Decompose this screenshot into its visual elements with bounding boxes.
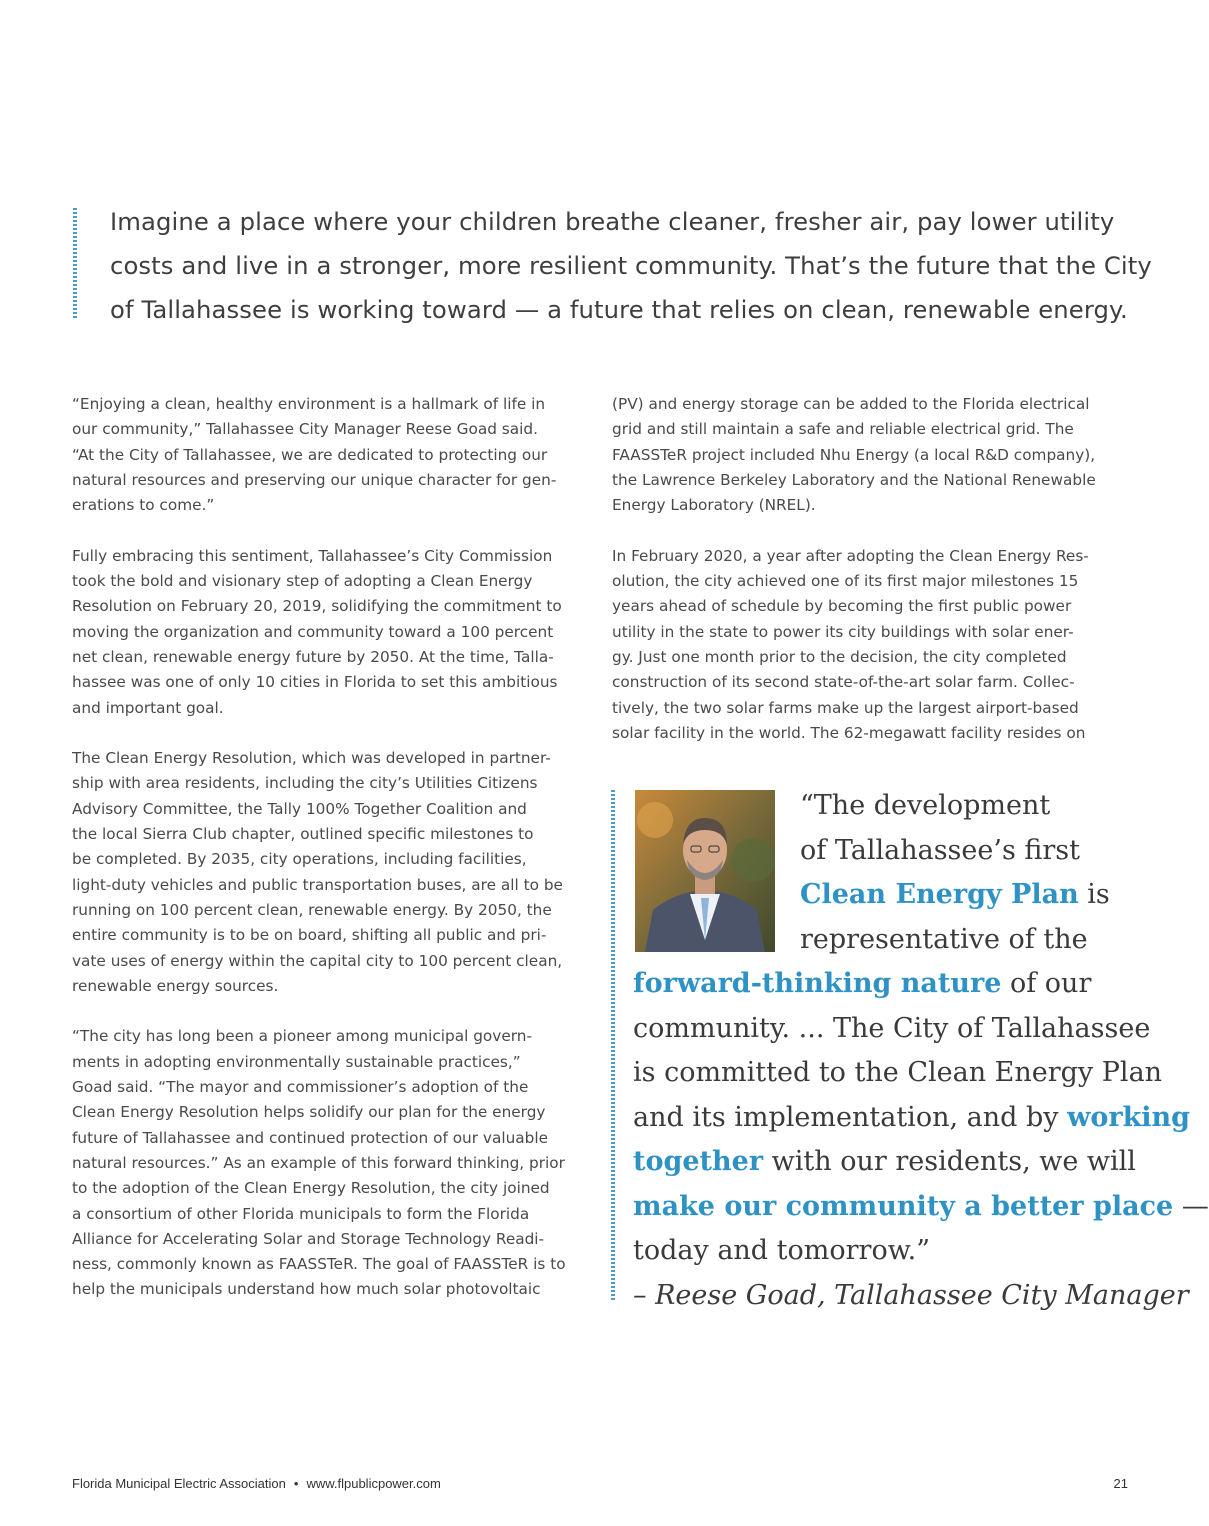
paragraph bbox=[72, 544, 592, 721]
quote-highlight: working bbox=[1067, 1101, 1191, 1133]
quote-text: is bbox=[1078, 879, 1110, 910]
intro-line: of Tallahassee is working toward — a future that relies on clean, renewable energy. bbox=[110, 295, 1128, 324]
quote-highlight: together bbox=[633, 1146, 764, 1177]
text-line: future of Tallahassee and continued protection of our valuable bbox=[72, 1128, 549, 1147]
text-line: “The city has long been a pioneer among municipal govern- bbox=[72, 1027, 532, 1046]
intro-line: Imagine a place where your children breathe cleaner, fresher air, pay lower utility bbox=[110, 207, 1115, 236]
paragraph bbox=[612, 392, 1132, 518]
text-line: ments in adopting environmentally sustainable practices,” bbox=[72, 1052, 521, 1071]
text-line: (PV) and energy storage can be added to the Florida electrical bbox=[612, 395, 1090, 413]
footer-separator: • bbox=[293, 1476, 299, 1491]
text-line: natural resources.” As an example of this forward thinking, prior bbox=[72, 1153, 565, 1172]
text-line: help the municipals understand how much solar photovoltaic bbox=[72, 1280, 541, 1299]
text-line: solar facility in the world. The 62-megawatt facility resides on bbox=[612, 723, 1086, 742]
paragraph bbox=[72, 392, 592, 518]
text-line: “At the City of Tallahassee, we are dedicated to protecting our bbox=[72, 445, 548, 464]
text-line: our community,” Tallahassee City Manager Reese Goad said. bbox=[72, 420, 538, 439]
text-line: The Clean Energy Resolution, which was developed in partner- bbox=[72, 749, 551, 768]
text-line: Energy Laboratory (NREL). bbox=[612, 496, 816, 515]
page-number: 21 bbox=[1113, 1476, 1128, 1491]
quote-text: of our bbox=[1001, 968, 1092, 999]
quote-line: representative of the bbox=[800, 923, 1088, 955]
text-line: and important goal. bbox=[72, 698, 224, 717]
text-line: Advisory Committee, the Tally 100% Together Coalition and bbox=[72, 799, 527, 818]
text-line: running on 100 percent clean, renewable energy. By 2050, the bbox=[72, 900, 552, 919]
pull-quote bbox=[633, 784, 1209, 1318]
quote-text: and its implementation, and by bbox=[633, 1101, 1068, 1133]
text-line: hassee was one of only 10 cities in Florida to set this ambitious bbox=[72, 673, 558, 692]
quote-line: today and tomorrow.” bbox=[633, 1235, 930, 1266]
quote-line: is committed to the Clean Energy Plan bbox=[633, 1057, 1163, 1088]
text-line: olution, the city achieved one of its first major milestones 15 bbox=[612, 572, 1079, 591]
text-line: the local Sierra Club chapter, outlined specific milestones to bbox=[72, 825, 534, 844]
text-line: erations to come.” bbox=[72, 496, 215, 515]
quote-text: with our residents, we will bbox=[763, 1146, 1136, 1177]
quote-line bbox=[633, 1140, 1153, 1185]
text-line: tively, the two solar farms make up the largest airport-based bbox=[612, 698, 1079, 717]
paragraph bbox=[72, 1024, 592, 1302]
intro-lead-paragraph bbox=[110, 200, 1152, 332]
text-line: ness, commonly known as FAASSTeR. The goal of FAASSTeR is to bbox=[72, 1255, 566, 1274]
quote-highlight: make our community a better place bbox=[633, 1190, 1174, 1222]
text-line: ship with area residents, including the city’s Utilities Citizens bbox=[72, 774, 538, 793]
text-line: Goad said. “The mayor and commissioner’s adoption of the bbox=[72, 1078, 529, 1097]
intro-line: costs and live in a stronger, more resilient community. That’s the future that the City bbox=[110, 251, 1152, 280]
text-line: grid and still maintain a safe and reliable electrical grid. The bbox=[612, 420, 1074, 439]
quote-line: “The development bbox=[800, 790, 1051, 821]
text-line: years ahead of schedule by becoming the first public power bbox=[612, 597, 1072, 616]
text-line: moving the organization and community toward a 100 percent bbox=[72, 622, 554, 641]
footer-website-link[interactable]: www.flpublicpower.com bbox=[306, 1476, 441, 1491]
text-line: utility in the state to power its city buildings with solar ener- bbox=[612, 622, 1074, 641]
text-line: renewable energy sources. bbox=[72, 976, 279, 995]
text-line: took the bold and visionary step of adopting a Clean Energy bbox=[72, 572, 533, 591]
quote-line: of Tallahassee’s first bbox=[800, 834, 1081, 866]
text-line: “Enjoying a clean, healthy environment is a hallmark of life in bbox=[72, 395, 546, 413]
right-column bbox=[612, 392, 1132, 771]
quote-accent-bar bbox=[611, 790, 615, 1302]
text-line: light-duty vehicles and public transportation buses, are all to be bbox=[72, 875, 563, 894]
quote-line bbox=[633, 1185, 1209, 1230]
quote-line: community. ... The City of Tallahassee bbox=[633, 1012, 1151, 1044]
text-line: entire community is to be on board, shifting all public and pri- bbox=[72, 926, 547, 945]
quote-highlight: Clean Energy Plan bbox=[800, 879, 1079, 910]
text-line: to the adoption of the Clean Energy Resolution, the city joined bbox=[72, 1179, 550, 1198]
text-line: Fully embracing this sentiment, Tallahassee’s City Commission bbox=[72, 546, 553, 565]
quote-text: — bbox=[1173, 1190, 1209, 1222]
text-line: net clean, renewable energy future by 2050. At the time, Talla- bbox=[72, 647, 554, 666]
text-line: FAASSTeR project included Nhu Energy (a local R&D company), bbox=[612, 445, 1096, 464]
text-line: Resolution on February 20, 2019, solidifying the commitment to bbox=[72, 597, 562, 616]
text-line: a consortium of other Florida municipals to form the Florida bbox=[72, 1204, 530, 1223]
page-footer bbox=[72, 1476, 1128, 1494]
text-line: Clean Energy Resolution helps solidify our plan for the energy bbox=[72, 1103, 546, 1122]
text-line: In February 2020, a year after adopting the Clean Energy Res- bbox=[612, 546, 1089, 565]
paragraph bbox=[72, 746, 592, 999]
footer-org: Florida Municipal Electric Association bbox=[72, 1476, 286, 1491]
footer-credit bbox=[72, 1476, 441, 1491]
text-line: construction of its second state-of-the-art solar farm. Collec- bbox=[612, 673, 1075, 692]
text-line: be completed. By 2035, city operations, including facilities, bbox=[72, 850, 527, 869]
paragraph bbox=[612, 544, 1132, 746]
text-line: natural resources and preserving our unique character for gen- bbox=[72, 470, 557, 489]
text-line: Alliance for Accelerating Solar and Storage Technology Readi- bbox=[72, 1229, 545, 1248]
left-column bbox=[72, 392, 592, 1328]
quote-line bbox=[633, 1096, 1191, 1141]
text-line: gy. Just one month prior to the decision, the city completed bbox=[612, 647, 1067, 666]
text-line: the Lawrence Berkeley Laboratory and the National Renewable bbox=[612, 470, 1096, 489]
quote-line bbox=[633, 873, 1153, 918]
text-line: vate uses of energy within the capital city to 100 percent clean, bbox=[72, 951, 563, 970]
intro-accent-bar bbox=[73, 208, 77, 320]
quote-line bbox=[633, 962, 1153, 1007]
quote-highlight: forward-thinking nature bbox=[633, 968, 1002, 999]
quote-attribution: – Reese Goad, Tallahassee City Manager bbox=[633, 1279, 1189, 1311]
